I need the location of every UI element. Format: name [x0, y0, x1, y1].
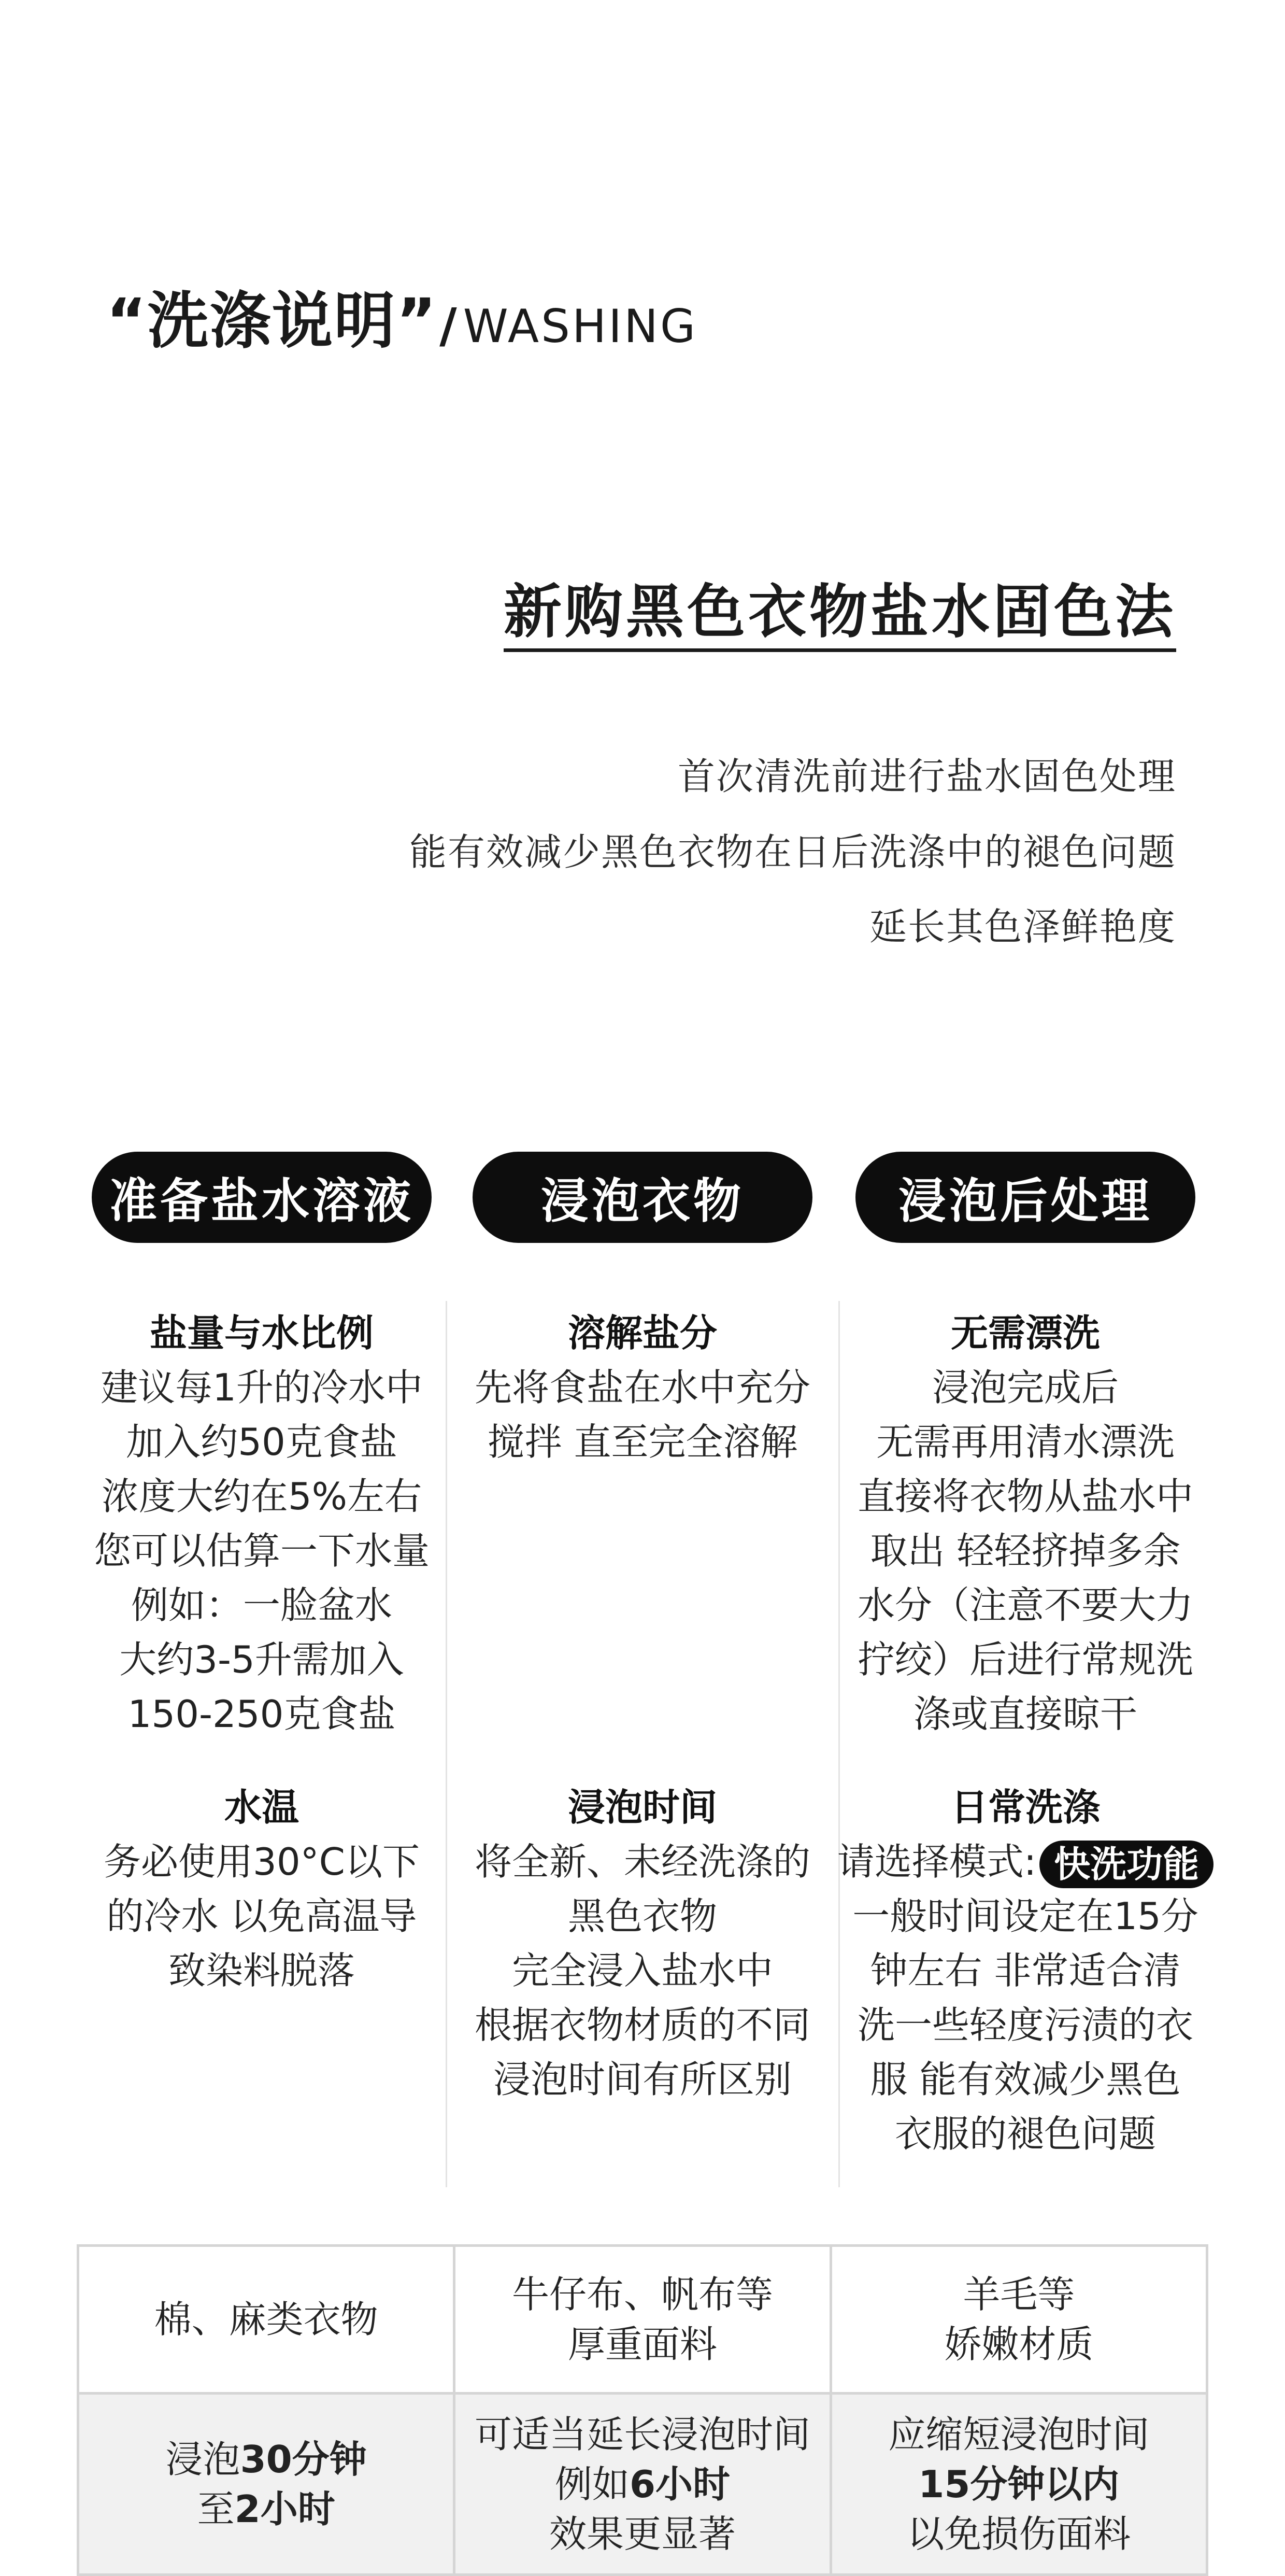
table-cell	[831, 2394, 1207, 2575]
cell-emphasis: 15分钟以内	[918, 2462, 1120, 2506]
block-line: 150-250克食盐	[127, 1692, 396, 1736]
cell-emphasis: 6小时	[629, 2462, 731, 2506]
block-line: 拧绞）后进行常规洗	[857, 1638, 1193, 1681]
info-block	[73, 1780, 451, 1998]
block-line: 建议每1升的冷水中	[101, 1366, 423, 1409]
block-heading: 盐量与水比例	[149, 1311, 374, 1355]
header-line: 娇嫩材质	[944, 2323, 1094, 2366]
block-line: 搅拌 直至完全溶解	[487, 1420, 798, 1464]
info-block	[453, 1780, 832, 2107]
table-header-row	[78, 2246, 1207, 2394]
info-block	[836, 1306, 1215, 1742]
table-cell	[454, 2394, 831, 2575]
block-line: 服 能有效减少黑色	[870, 2058, 1181, 2101]
intro-line: 能有效减少黑色衣物在日后洗涤中的褪色问题	[409, 830, 1176, 874]
header-title: “洗涤说明”	[106, 285, 438, 357]
block-line: 涤或直接晾干	[913, 1692, 1137, 1736]
block-line: 致染料脱落	[168, 1949, 355, 1992]
block-line: 先将食盐在水中充分	[474, 1366, 810, 1409]
step-pill-after: 浸泡后处理	[855, 1152, 1195, 1243]
block-line: 浸泡完成后	[932, 1366, 1119, 1409]
block-line: 直接将衣物从盐水中	[857, 1475, 1193, 1518]
block-heading: 日常洗涤	[950, 1786, 1100, 1829]
table-header-cell	[454, 2246, 831, 2394]
table-row	[78, 2394, 1207, 2575]
info-block	[453, 1306, 832, 1742]
info-block	[73, 1306, 451, 1742]
cell-text: 至	[197, 2487, 235, 2531]
block-line: 洗一些轻度污渍的衣	[857, 2003, 1193, 2047]
cell-line: 效果更显著	[549, 2512, 736, 2556]
block-line: 您可以估算一下水量	[93, 1529, 430, 1573]
section-title: 新购黑色衣物盐水固色法	[504, 581, 1176, 652]
block-heading: 浸泡时间	[567, 1786, 717, 1829]
cell-text: 浸泡	[165, 2437, 240, 2481]
cell-emphasis: 2小时	[234, 2487, 335, 2531]
block-line: 浸泡时间有所区别	[493, 2058, 792, 2101]
block-heading: 溶解盐分	[567, 1311, 717, 1355]
soak-time-table	[77, 2244, 1208, 2576]
quick-wash-badge: 快洗功能	[1039, 1841, 1213, 1888]
block-line: 将全新、未经洗涤的	[474, 1840, 810, 1884]
info-block	[836, 1780, 1215, 2161]
step-pill-soak: 浸泡衣物	[473, 1152, 812, 1243]
block-spacer	[453, 1469, 832, 1742]
block-line: 水分（注意不要大力	[857, 1583, 1193, 1627]
block-line: 钟左右 非常适合清	[870, 1949, 1181, 1992]
mode-line	[836, 1835, 1215, 1889]
block-line: 务必使用30°C以下	[104, 1840, 420, 1884]
cell-line: 应缩短浸泡时间	[888, 2412, 1150, 2456]
header-line: 牛仔布、帆布等	[511, 2273, 773, 2316]
mode-prefix: 请选择模式:	[837, 1840, 1037, 1884]
step-column-soak	[453, 1306, 832, 2146]
block-line: 无需再用清水漂洗	[876, 1420, 1175, 1464]
block-line: 浓度大约在5%左右	[101, 1475, 422, 1518]
block-heading: 水温	[224, 1786, 299, 1829]
header-line: 厚重面料	[567, 2323, 717, 2366]
header-line: 棉、麻类衣物	[154, 2298, 378, 2341]
table-cell	[78, 2394, 454, 2575]
header-separator: /	[439, 298, 458, 353]
header-subtitle: WASHING	[463, 300, 698, 353]
block-line: 衣服的褪色问题	[894, 2112, 1156, 2156]
block-line: 加入约50克食盐	[126, 1420, 397, 1464]
block-line: 黑色衣物	[567, 1894, 717, 1938]
intro-line: 首次清洗前进行盐水固色处理	[677, 755, 1176, 798]
header-line: 羊毛等	[963, 2273, 1075, 2316]
cell-emphasis: 30分钟	[240, 2437, 367, 2481]
block-line: 根据衣物材质的不同	[474, 2003, 810, 2047]
block-line: 取出 轻轻挤掉多余	[870, 1529, 1181, 1573]
table-header-cell	[831, 2246, 1207, 2394]
cell-line	[79, 2484, 453, 2534]
step-column-after	[836, 1306, 1215, 2200]
block-line: 大约3-5升需加入	[119, 1638, 404, 1681]
block-heading: 无需漂洗	[950, 1311, 1100, 1355]
cell-line: 可适当延长浸泡时间	[474, 2412, 810, 2456]
step-column-prepare	[73, 1306, 451, 2037]
page-header	[106, 285, 698, 357]
step-pill-prepare: 准备盐水溶液	[92, 1152, 432, 1243]
block-line: 例如：一脸盆水	[131, 1583, 392, 1627]
cell-line: 以免损伤面料	[907, 2512, 1131, 2556]
block-line: 一般时间设定在15分	[852, 1894, 1198, 1938]
table-header-cell	[78, 2246, 454, 2394]
cell-line	[455, 2459, 829, 2509]
cell-text: 例如	[554, 2462, 630, 2506]
block-line: 的冷水 以免高温导	[106, 1894, 417, 1938]
block-line: 完全浸入盐水中	[511, 1949, 773, 1992]
intro-line: 延长其色泽鲜艳度	[869, 905, 1176, 949]
cell-line	[79, 2435, 453, 2484]
